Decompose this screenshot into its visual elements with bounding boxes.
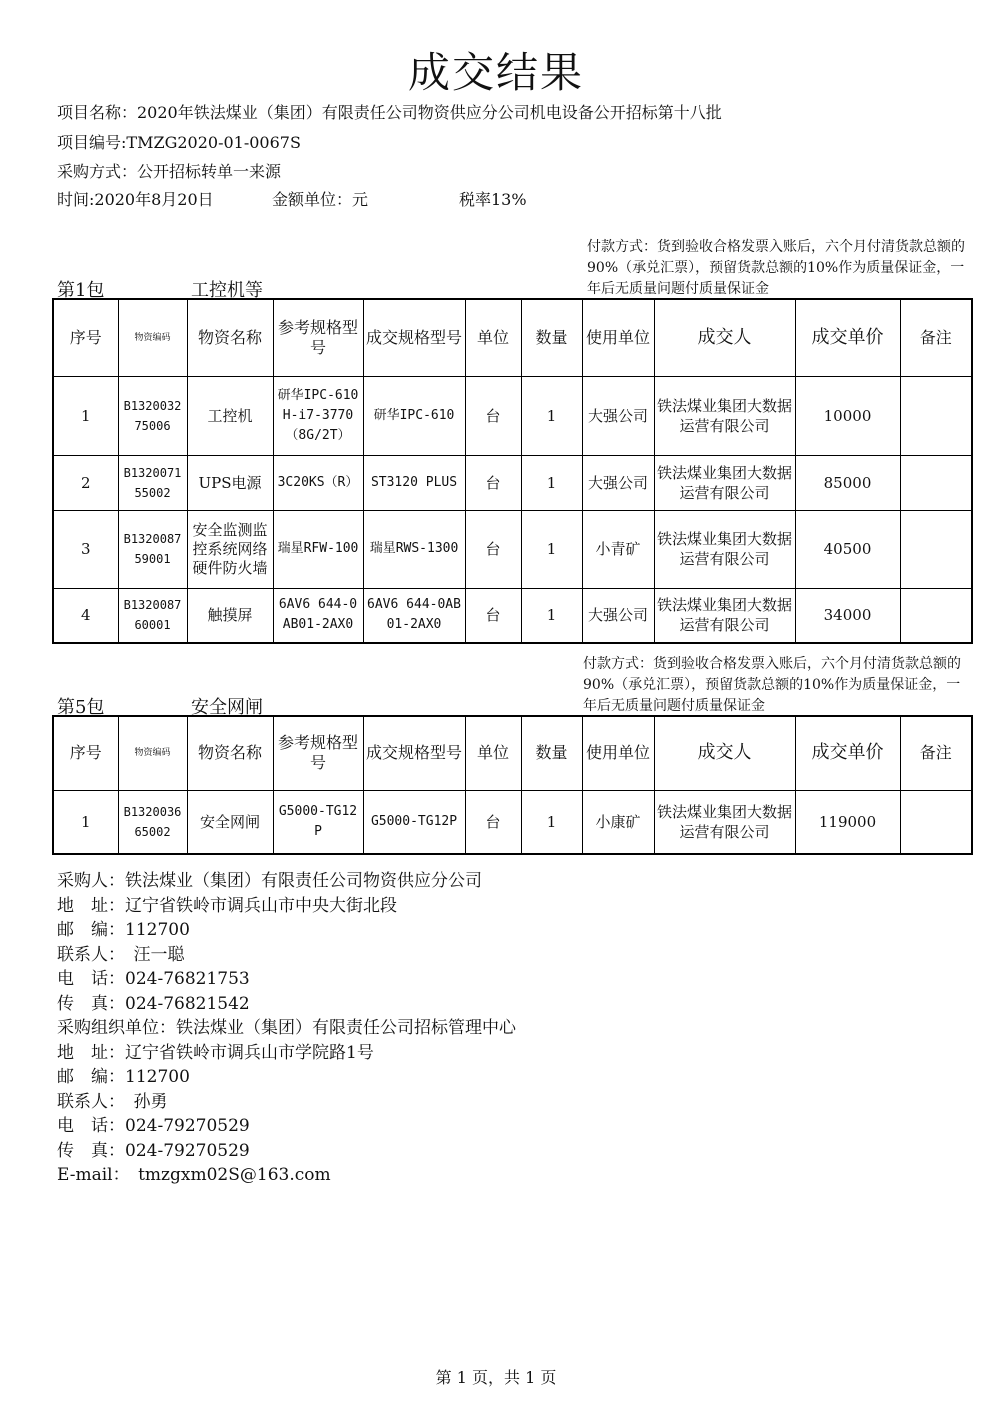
- package-label: 第5包: [57, 697, 105, 718]
- winner: 铁法煤业集团大数据运营有限公司: [654, 790, 795, 854]
- purchaser-phone: 电 话：024-76821753: [57, 969, 250, 989]
- project-name: 项目名称：2020年铁法煤业（集团）有限责任公司物资供应分公司机电设备公开招标第十八批: [57, 103, 722, 122]
- col-header: 数量: [521, 299, 582, 376]
- col-header: 物资名称: [187, 716, 273, 790]
- purchaser-postcode: 邮 编：112700: [57, 920, 190, 940]
- reference-spec: 6AV6 644-0AB01-2AX0: [273, 588, 363, 643]
- organizer-email: E-mail： tmzgxm02S@163.com: [57, 1165, 331, 1185]
- deal-spec: G5000-TG12P: [363, 790, 465, 854]
- col-header: 成交规格型号: [363, 716, 465, 790]
- package-table: [52, 298, 973, 644]
- reference-spec: G5000-TG12P: [273, 790, 363, 854]
- row-no: 2: [53, 455, 118, 510]
- unit-price: 119000: [795, 790, 900, 854]
- col-header: 序号: [53, 716, 118, 790]
- col-header: 成交人: [654, 716, 795, 790]
- material-code: B132008760001: [118, 588, 187, 643]
- col-header: 成交单价: [795, 716, 900, 790]
- user-unit: 小康矿: [582, 790, 654, 854]
- quantity: 1: [521, 588, 582, 643]
- remark: [900, 790, 972, 854]
- row-no: 4: [53, 588, 118, 643]
- winner: 铁法煤业集团大数据运营有限公司: [654, 510, 795, 588]
- winner: 铁法煤业集团大数据运营有限公司: [654, 376, 795, 455]
- col-header: 备注: [900, 299, 972, 376]
- organizer: 采购组织单位：铁法煤业（集团）有限责任公司招标管理中心: [57, 1018, 516, 1038]
- quantity: 1: [521, 510, 582, 588]
- material-name: UPS电源: [187, 455, 273, 510]
- remark: [900, 588, 972, 643]
- col-header: 物资名称: [187, 299, 273, 376]
- quantity: 1: [521, 455, 582, 510]
- user-unit: 大强公司: [582, 376, 654, 455]
- col-header: 使用单位: [582, 716, 654, 790]
- unit-price: 34000: [795, 588, 900, 643]
- organizer-address: 地 址：辽宁省铁岭市调兵山市学院路1号: [57, 1042, 374, 1063]
- date: 时间:2020年8月20日: [57, 190, 214, 209]
- package-table: [52, 715, 973, 855]
- material-name: 触摸屏: [187, 588, 273, 643]
- user-unit: 小青矿: [582, 510, 654, 588]
- user-unit: 大强公司: [582, 455, 654, 510]
- contact-block: [57, 869, 516, 1188]
- material-name: 安全网闸: [187, 790, 273, 854]
- table-header-row: [53, 299, 972, 376]
- col-header: 序号: [53, 299, 118, 376]
- material-code: B132003275006: [118, 376, 187, 455]
- organizer-fax: 传 真：024-79270529: [57, 1140, 250, 1161]
- table-row: [53, 376, 972, 455]
- unit-price: 40500: [795, 510, 900, 588]
- material-name: 工控机: [187, 376, 273, 455]
- row-no: 1: [53, 790, 118, 854]
- deal-spec: 瑞星RWS-1300: [363, 510, 465, 588]
- col-header: 成交单价: [795, 299, 900, 376]
- organizer-contact-person: 联系人： 孙勇: [57, 1091, 168, 1112]
- table-row: [53, 455, 972, 510]
- procurement-method: 采购方式：公开招标转单一来源: [57, 162, 282, 181]
- purchaser-fax: 传 真：024-76821542: [57, 993, 250, 1014]
- material-code: B132007155002: [118, 455, 187, 510]
- remark: [900, 510, 972, 588]
- package-name: 安全网闸: [191, 697, 263, 718]
- user-unit: 大强公司: [582, 588, 654, 643]
- remark: [900, 455, 972, 510]
- deal-spec: ST3120 PLUS: [363, 455, 465, 510]
- col-header: 物资编码: [118, 299, 187, 376]
- col-header: 成交人: [654, 299, 795, 376]
- unit: 台: [465, 510, 521, 588]
- deal-spec: 6AV6 644-0AB01-2AX0: [363, 588, 465, 643]
- project-number: 项目编号:TMZG2020-01-0067S: [57, 133, 301, 152]
- deal-spec: 研华IPC-610: [363, 376, 465, 455]
- page-title: 成交结果: [407, 48, 584, 97]
- col-header: 参考规格型号: [273, 299, 363, 376]
- table-row: [53, 510, 972, 588]
- col-header: 单位: [465, 299, 521, 376]
- col-header: 数量: [521, 716, 582, 790]
- tax-rate: 税率13%: [459, 190, 527, 209]
- col-header: 单位: [465, 716, 521, 790]
- page-footer: 第 1 页，共 1 页: [435, 1368, 557, 1387]
- unit-price: 10000: [795, 376, 900, 455]
- purchaser-contact-person: 联系人： 汪一聪: [57, 944, 185, 965]
- col-header: 使用单位: [582, 299, 654, 376]
- package-label: 第1包: [57, 280, 105, 301]
- reference-spec: 3C20KS（R）: [273, 455, 363, 510]
- winner: 铁法煤业集团大数据运营有限公司: [654, 455, 795, 510]
- row-no: 3: [53, 510, 118, 588]
- purchaser-address: 地 址：辽宁省铁岭市调兵山市中央大街北段: [57, 895, 397, 916]
- col-header: 成交规格型号: [363, 299, 465, 376]
- col-header: 物资编码: [118, 716, 187, 790]
- col-header: 备注: [900, 716, 972, 790]
- package-name: 工控机等: [191, 280, 263, 301]
- material-code: B132003665002: [118, 790, 187, 854]
- payment-terms: 付款方式：货到验收合格发票入账后，六个月付清货款总额的90%（承兑汇票），预留货款总额的10%作为质量保证金，一年后无质量问题付质量保证金: [587, 239, 965, 297]
- organizer-phone: 电 话：024-79270529: [57, 1116, 250, 1136]
- winner: 铁法煤业集团大数据运营有限公司: [654, 588, 795, 643]
- organizer-postcode: 邮 编：112700: [57, 1067, 190, 1087]
- purchaser: 采购人：铁法煤业（集团）有限责任公司物资供应分公司: [57, 871, 482, 891]
- table-row: [53, 588, 972, 643]
- material-name: 安全监测监控系统网络硬件防火墙: [187, 510, 273, 588]
- unit: 台: [465, 588, 521, 643]
- col-header: 参考规格型号: [273, 716, 363, 790]
- amount-unit: 金额单位：元: [272, 190, 369, 209]
- unit-price: 85000: [795, 455, 900, 510]
- row-no: 1: [53, 376, 118, 455]
- reference-spec: 瑞星RFW-100: [273, 510, 363, 588]
- table-header-row: [53, 716, 972, 790]
- remark: [900, 376, 972, 455]
- material-code: B132008759001: [118, 510, 187, 588]
- unit: 台: [465, 455, 521, 510]
- unit: 台: [465, 790, 521, 854]
- payment-terms: 付款方式：货到验收合格发票入账后，六个月付清货款总额的90%（承兑汇票），预留货款总额的10%作为质量保证金，一年后无质量问题付质量保证金: [583, 656, 961, 714]
- reference-spec: 研华IPC-610H-i7-3770（8G/2T）: [273, 376, 363, 455]
- quantity: 1: [521, 376, 582, 455]
- table-row: [53, 790, 972, 854]
- quantity: 1: [521, 790, 582, 854]
- unit: 台: [465, 376, 521, 455]
